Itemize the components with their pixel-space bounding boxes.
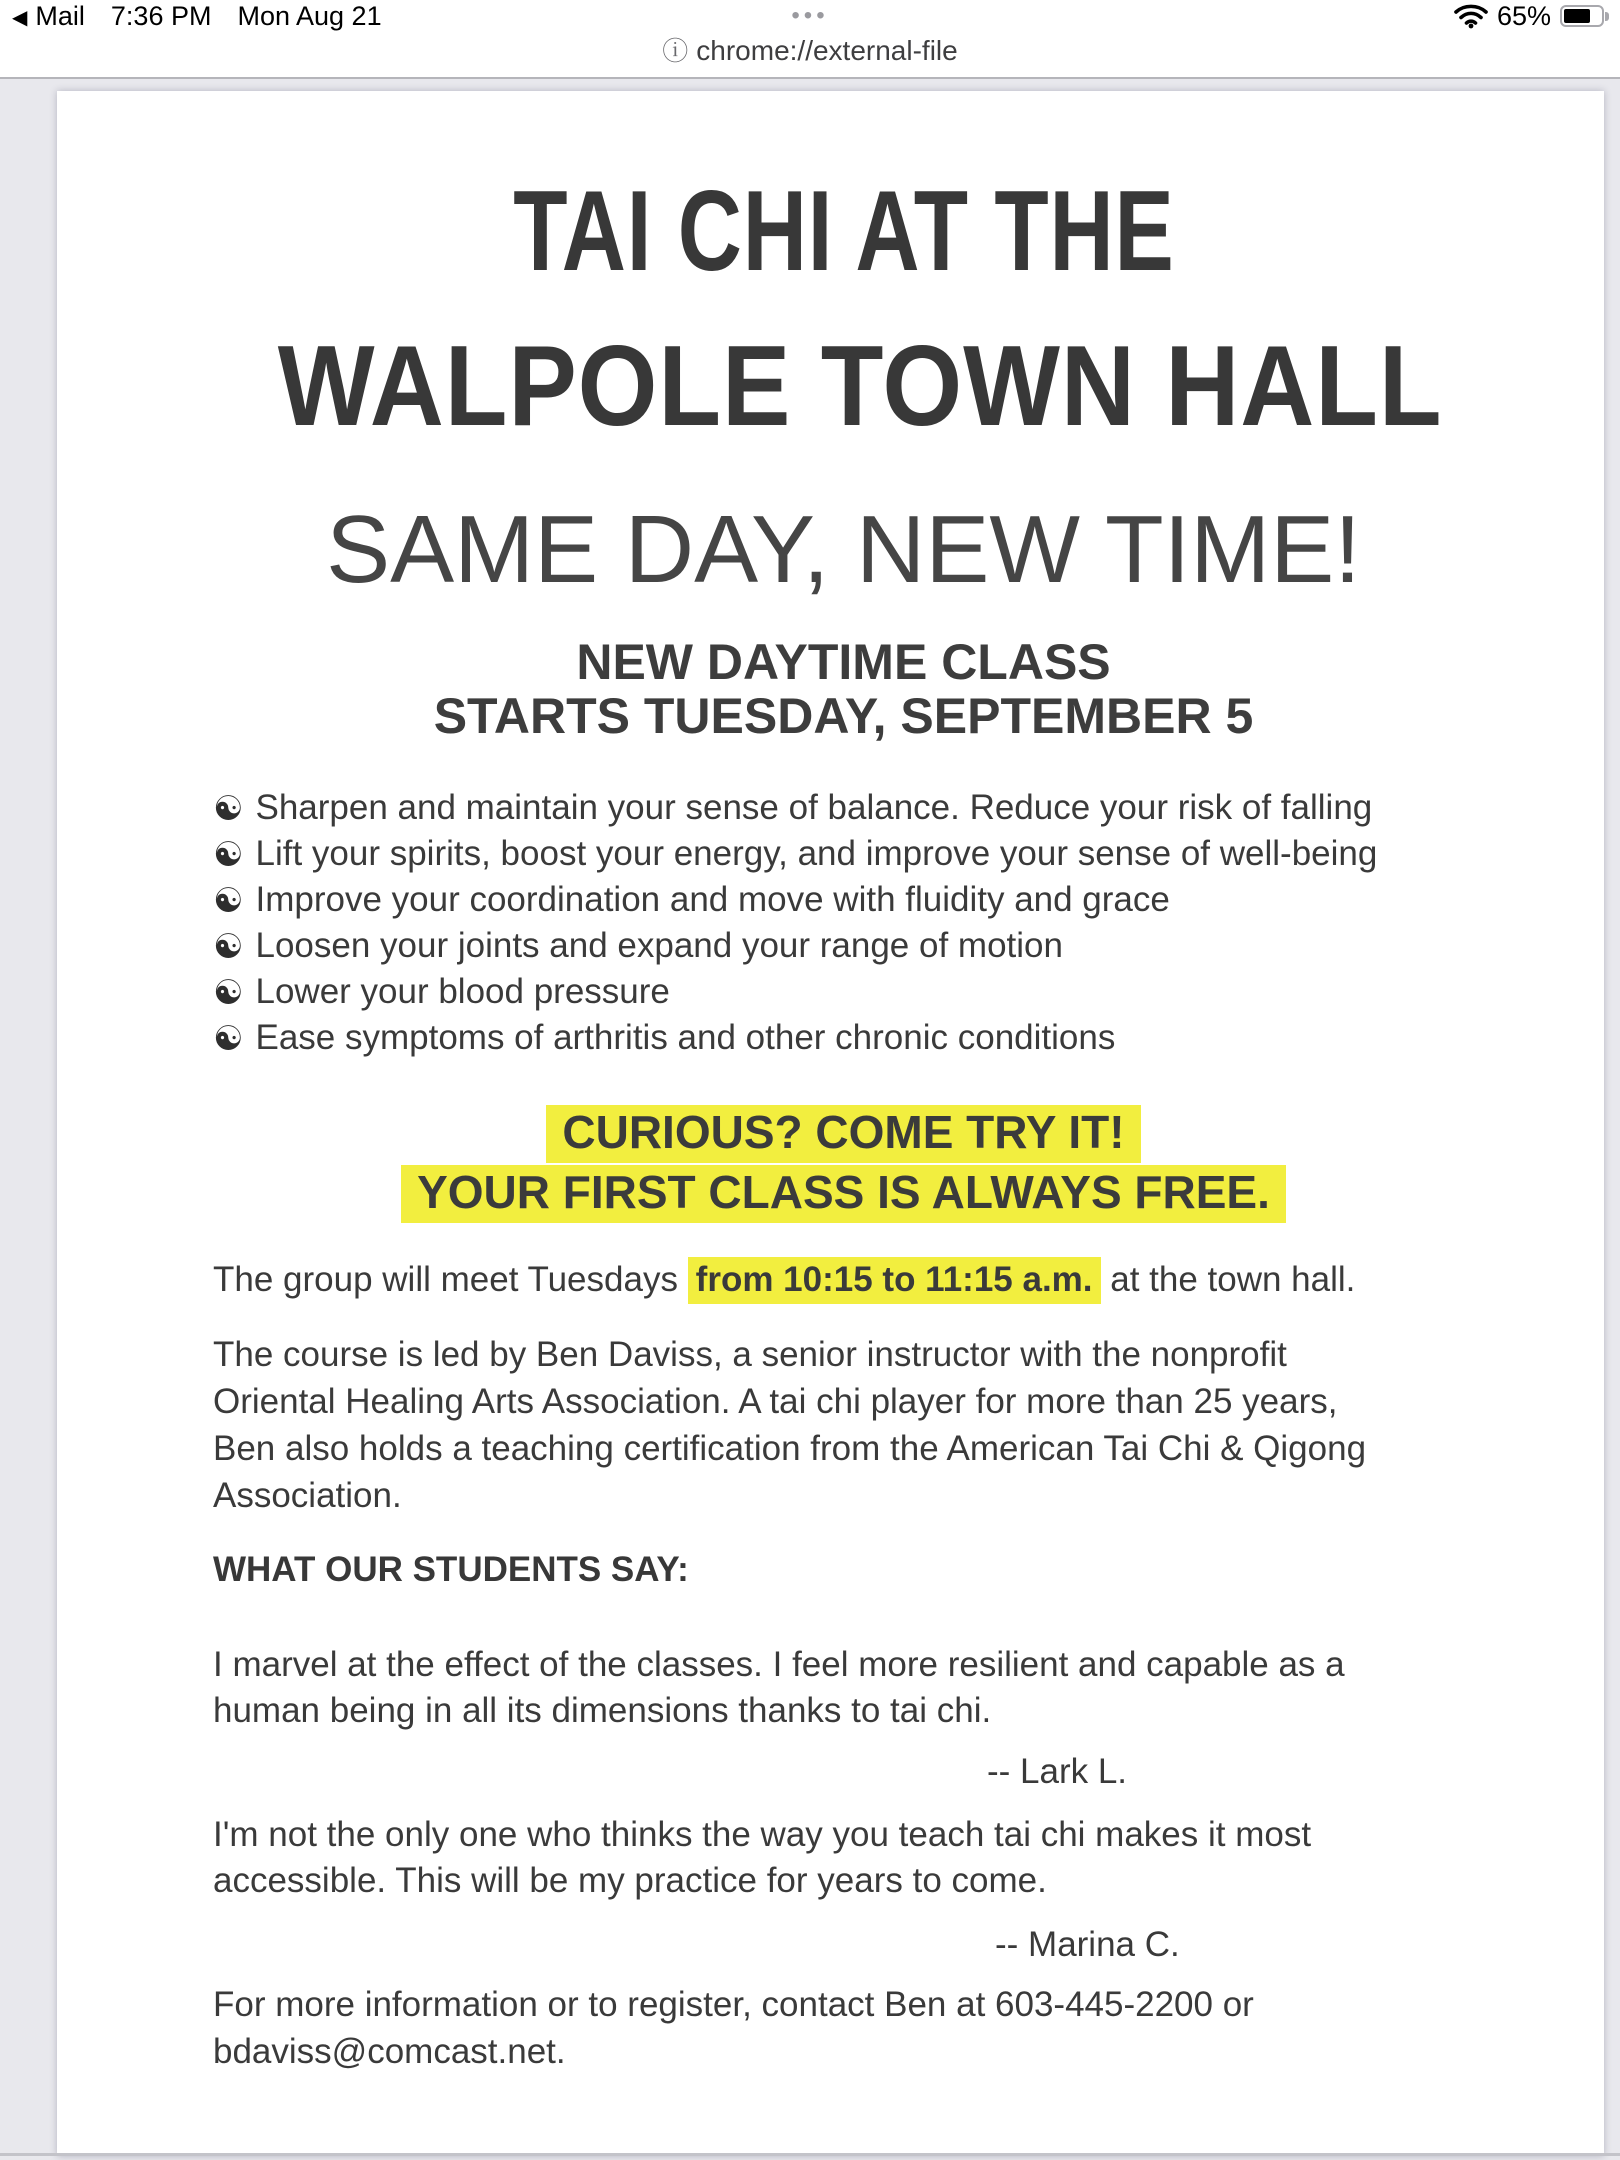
schedule-suffix: at the town hall.	[1100, 1260, 1356, 1299]
back-to-app-icon[interactable]: ◀	[12, 6, 28, 29]
quote-line: I marvel at the effect of the classes. I feel more resilient and capable as a	[213, 1645, 1345, 1684]
schedule-prefix: The group will meet Tuesdays	[213, 1260, 688, 1299]
status-bar-left	[12, 1, 382, 31]
status-date: Mon Aug 21	[237, 0, 382, 31]
yin-yang-icon: ☯	[213, 836, 244, 874]
benefit-item	[213, 785, 1377, 831]
yin-yang-icon: ☯	[213, 1020, 244, 1058]
instructor-paragraph	[213, 1331, 1366, 1519]
benefit-text: Lower your blood pressure	[255, 972, 670, 1011]
url-bar[interactable]	[0, 29, 1620, 73]
class-info-line2: STARTS TUESDAY, SEPTEMBER 5	[433, 688, 1254, 744]
document-page	[57, 91, 1604, 2156]
contact-line: For more information or to register, contact Ben at 603-445-2200 or	[213, 1985, 1254, 2024]
benefit-item	[213, 969, 1377, 1015]
contact-info	[213, 1981, 1254, 2075]
url-text: chrome://external-file	[696, 35, 958, 66]
paragraph-line: Association.	[213, 1476, 402, 1515]
benefit-text: Improve your coordination and move with fluidity and grace	[255, 880, 1170, 919]
yin-yang-icon: ☯	[213, 790, 244, 828]
benefit-item	[213, 877, 1377, 923]
paragraph-line: Ben also holds a teaching certification from the American Tai Chi & Qigong	[213, 1429, 1367, 1468]
yin-yang-icon: ☯	[213, 974, 244, 1012]
viewport-bottom-divider	[0, 2153, 1620, 2156]
testimonial-attribution: -- Marina C.	[995, 1925, 1180, 1964]
benefit-item	[213, 1015, 1377, 1061]
promo-highlight: CURIOUS? COME TRY IT!	[546, 1105, 1140, 1163]
browser-top-bar	[0, 0, 1620, 79]
paragraph-line: The course is led by Ben Daviss, a senior instructor with the nonprofit	[213, 1335, 1287, 1374]
benefit-item	[213, 923, 1377, 969]
quote-line: human being in all its dimensions thanks to tai chi.	[213, 1691, 992, 1730]
promo-line2	[213, 1163, 1474, 1223]
testimonial-quote	[213, 1642, 1345, 1734]
promo-block	[213, 1103, 1474, 1223]
schedule-time-highlight: from 10:15 to 11:15 a.m.	[688, 1257, 1101, 1304]
students-heading: WHAT OUR STUDENTS SAY:	[213, 1550, 689, 1589]
battery-icon	[1560, 5, 1604, 27]
class-info	[213, 635, 1474, 743]
quote-line: accessible. This will be my practice for years to come.	[213, 1861, 1047, 1900]
yin-yang-icon: ☯	[213, 928, 244, 966]
paragraph-line: Oriental Healing Arts Association. A tai chi player for more than 25 years,	[213, 1382, 1338, 1421]
benefit-text: Sharpen and maintain your sense of balance. Reduce your risk of falling	[255, 788, 1373, 827]
flyer-title-line1: TAI CHI AT THE	[512, 168, 1175, 295]
benefit-text: Lift your spirits, boost your energy, and improve your sense of well-being	[255, 834, 1378, 873]
status-bar-right	[1454, 1, 1610, 31]
contact-line: bdaviss@comcast.net.	[213, 2032, 566, 2071]
testimonial-attribution: -- Lark L.	[987, 1752, 1128, 1791]
back-to-app-label[interactable]: Mail	[35, 0, 85, 31]
class-info-line1: NEW DAYTIME CLASS	[576, 634, 1111, 690]
battery-fill	[1564, 9, 1590, 23]
quote-line: I'm not the only one who thinks the way you teach tai chi makes it most	[213, 1815, 1312, 1854]
battery-nub	[1605, 12, 1609, 21]
testimonial-quote	[213, 1812, 1311, 1904]
promo-highlight: YOUR FIRST CLASS IS ALWAYS FREE.	[401, 1165, 1286, 1223]
benefit-text: Ease symptoms of arthritis and other chronic conditions	[255, 1018, 1116, 1057]
benefits-list	[213, 785, 1377, 1061]
benefit-item	[213, 831, 1377, 877]
schedule-line	[213, 1257, 1355, 1303]
wifi-icon	[1454, 3, 1488, 29]
info-icon: ⓘ	[662, 36, 689, 66]
promo-line1	[213, 1103, 1474, 1163]
status-time: 7:36 PM	[110, 0, 212, 31]
flyer-subtitle: SAME DAY, NEW TIME!	[326, 496, 1361, 603]
multitasking-dots-icon[interactable]: •••	[791, 2, 829, 29]
yin-yang-icon: ☯	[213, 882, 244, 920]
battery-percent: 65%	[1496, 0, 1551, 31]
benefit-text: Loosen your joints and expand your range of motion	[255, 926, 1063, 965]
flyer-title-line2: WALPOLE TOWN HALL	[277, 323, 1443, 450]
